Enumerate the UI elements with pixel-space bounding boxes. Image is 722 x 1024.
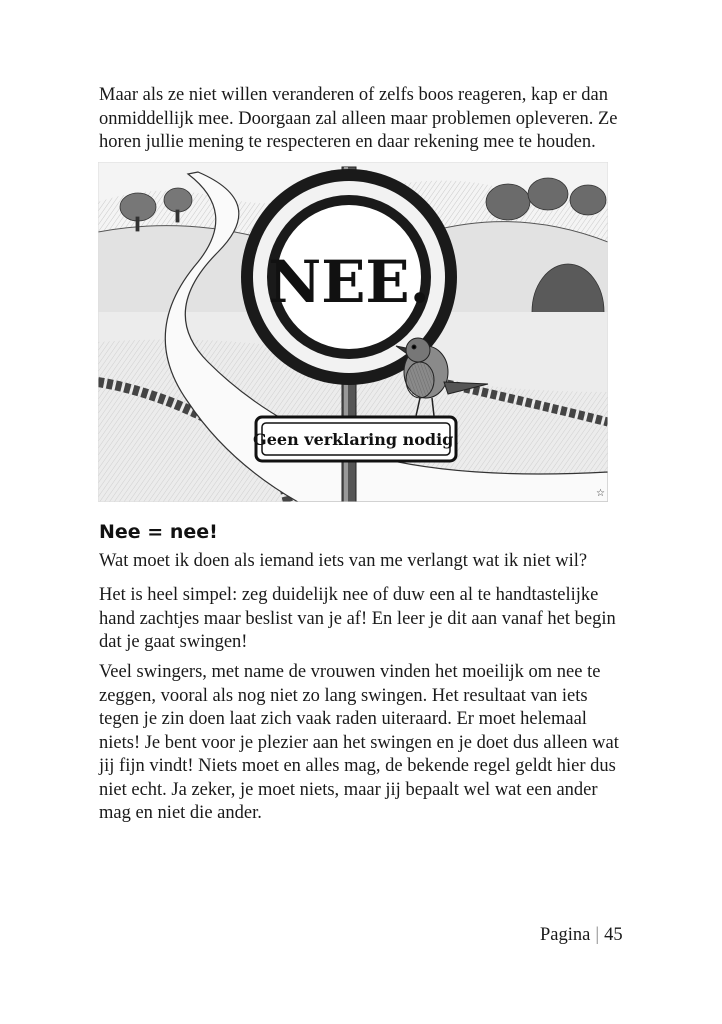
intro-paragraph: Maar als ze niet willen veranderen of zelfs boos reageren, kap er dan onmiddellijk mee. Doorgaan zal alleen maar problemen opleveren. Ze horen jullie mening te respecteren en daar rekening mee te houden.	[99, 85, 618, 152]
section-heading: Nee = nee!	[99, 521, 218, 543]
answer-paragraph: Het is heel simpel: zeg duidelijk nee of duw een al te handtastelijke hand zachtjes maar beslist van je af! En leer je dit aan vanaf het begin dat je gaat swingen!	[99, 585, 616, 652]
sign-text: NEE.	[268, 248, 430, 316]
svg-text:☆: ☆	[596, 488, 605, 499]
page-footer	[540, 925, 623, 946]
page-number: 45	[604, 925, 623, 945]
illustration-nee-sign	[98, 162, 608, 502]
body-paragraph: Veel swingers, met name de vrouwen vinden het moeilijk om nee te zeggen, vooral als nog niet zo lang swingen. Het resultaat van iets tegen je zin doen laat zich vaak raden uiteraard. Er moet helemaal niets! Je bent voor je plezier aan het swingen en je doet dus alleen wat jij fijn vindt! Niets moet en alles mag, de bekende regel geldt hier dus niet echt. Ja zeker, je moet niets, maar jij bepaalt wel wat een ander mag en niet die ander.	[99, 662, 619, 823]
plaque-text: Geen verklaring nodig.	[253, 430, 459, 449]
question-paragraph: Wat moet ik doen als iemand iets van me verlangt wat ik niet wil?	[99, 551, 588, 571]
footer-label: Pagina	[540, 925, 591, 945]
footer-separator: |	[595, 925, 600, 945]
